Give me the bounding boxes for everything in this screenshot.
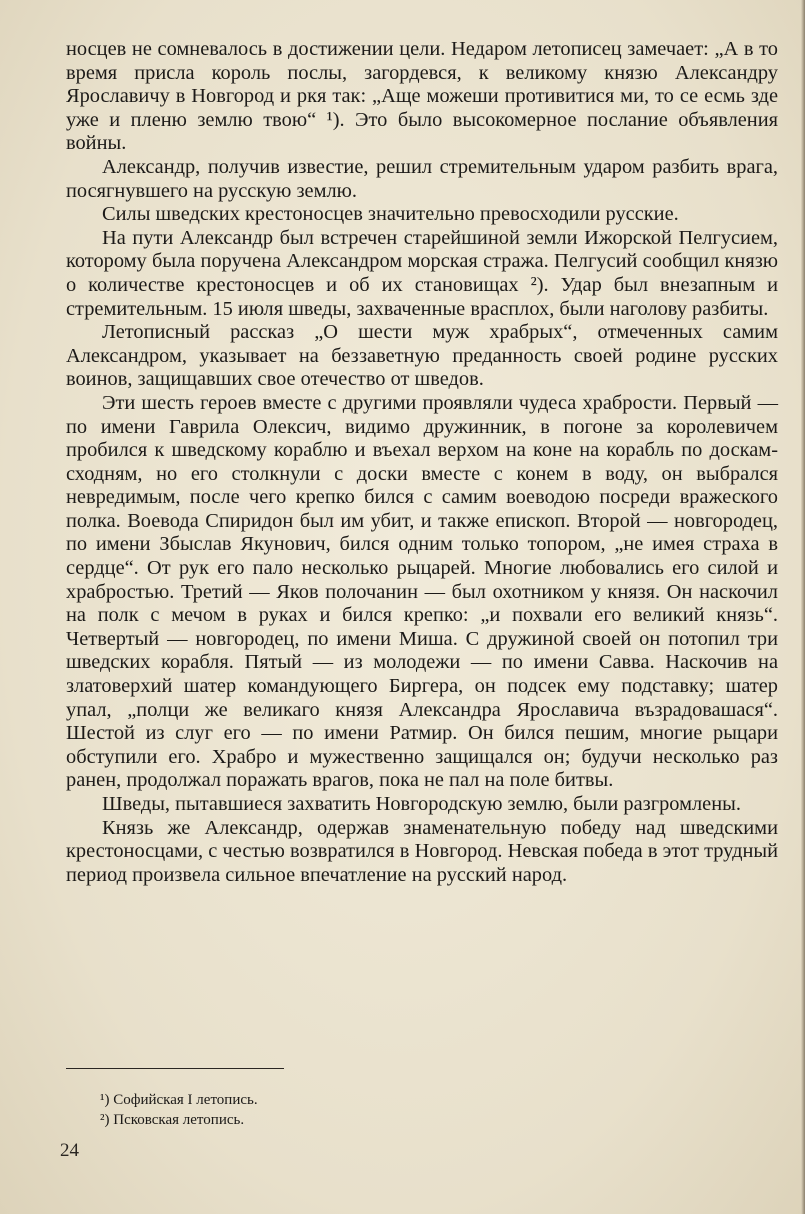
footnotes bbox=[100, 1090, 258, 1130]
paragraph-2: Александр, получив известие, решил стремительным ударом разбить врага, посягнувшего на русскую землю. bbox=[66, 155, 778, 202]
footnote-divider bbox=[66, 1068, 284, 1069]
body-text bbox=[66, 38, 778, 887]
footnote-1-text: Софийская I летопись. bbox=[113, 1092, 258, 1108]
page-edge-shadow bbox=[801, 0, 805, 1214]
paragraph-3: Силы шведских крестоносцев значительно превосходили русские. bbox=[102, 203, 679, 226]
paragraph-7: Шведы, пытавшиеся захватить Новгородскую землю, были разгромлены. bbox=[102, 793, 741, 815]
paragraph-1: носцев не сомневалось в достижении цели. Недаром летописец замечает: „А в то время присла король послы, загордевся, к великому князю Александру Ярославичу в Новгород и ркя так: „Аще можеши противитися ми, то се есмь зде уже и пленю землю твою“ ¹). Это было высокомерное послание объявления войны. bbox=[66, 38, 778, 155]
footnote-2-mark: ²) bbox=[100, 1112, 110, 1128]
footnote-1 bbox=[100, 1090, 258, 1110]
paragraph-6: Эти шесть героев вместе с другими проявляли чудеса храбрости. Первый — по имени Гаврила Олексич, видимо дружинник, в погоне за королевичем пробился к шведскому кораблю и въехал верхом на коне на корабль по доскам-сходням, но его столкнули с доски вместе с конем в воду, он выбрался невредимым, после чего крепко бился с самим воеводою посреди вражеского полка. Воевода Спиридон был им убит, и также епископ. Второй — новгородец, по имени Збыслав Якунович, бился одним только топором, „не имея страха в сердце“. От рук его пало несколько рыцарей. Многие любовались его силой и храбростью. Третий — Яков полочанин — был охотником у князя. Он наскочил на полк с мечом в руках и бился крепко: „и похвали его великий князь“. Четвертый — новгородец, по имени Миша. С дружиной своей он потопил три шведских корабля. Пятый — из молодежи — по имени Савва. Наскочив на златоверхий шатер командующего Биргера, он подсек ему подставку; шатер упал, „полци же великаго князя Александра Ярославича възрадовашася“. Шестой из слуг его — по имени Ратмир. Он бился пешим, многие рыцари обступили его. Храбро и мужественно защищался он; будучи несколько раз ранен, продолжал поражать врагов, пока не пал на поле битвы. bbox=[66, 391, 778, 792]
footnote-2-text: Псковская летопись. bbox=[113, 1112, 245, 1128]
footnote-1-mark: ¹) bbox=[100, 1092, 110, 1108]
paragraph-4: На пути Александр был встречен старейшиной земли Ижорской Пелгусием, которому была поручена Александром морская стража. Пелгусий сообщил князю о количестве крестоносцев и об их становищах ²). Удар был внезапным и стремительным. 15 июля шведы, захваченные врасплох, были наголову разбиты. bbox=[66, 226, 778, 320]
footnote-2 bbox=[100, 1110, 258, 1130]
paragraph-5: Летописный рассказ „О шести муж храбрых“, отмеченных самим Александром, указывает на беззаветную преданность своей родине русских воинов, защищавших свое отечество от шведов. bbox=[66, 321, 778, 391]
page-number: 24 bbox=[60, 1140, 79, 1161]
paragraph-8: Князь же Александр, одержав знаменательную победу над шведскими крестоносцами, с честью возвратился в Новгород. Невская победа в этот трудный период произвела сильное впечатление на русский народ. bbox=[66, 816, 778, 886]
